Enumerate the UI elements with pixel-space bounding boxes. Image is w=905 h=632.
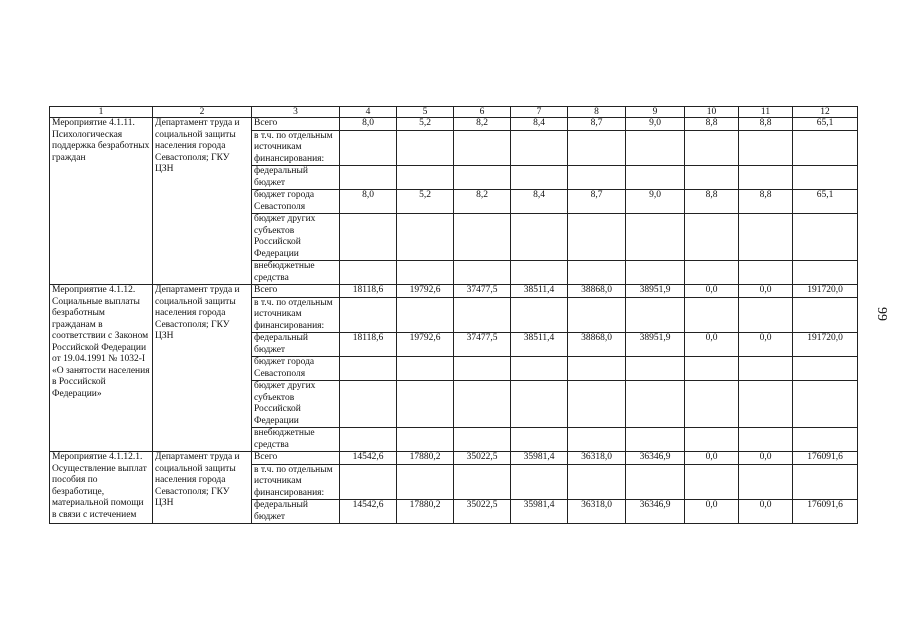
measure-name-cell: Мероприятие 4.1.12. Социальные выплаты безработным гражданам в соответствии с Законом Российской Федерации от 19.04.1991 № 1032-I «О занятости населения в Российской Федерации» xyxy=(50,285,153,452)
value-cell xyxy=(454,464,511,500)
value-cell xyxy=(568,297,626,333)
value-cell xyxy=(685,261,739,285)
value-cell xyxy=(511,166,568,190)
value-cell: 0,0 xyxy=(685,500,739,524)
table-row xyxy=(50,118,858,131)
value-cell xyxy=(568,214,626,261)
value-cell: 8,8 xyxy=(685,190,739,214)
value-cell xyxy=(685,464,739,500)
value-cell xyxy=(793,464,858,500)
header-cell: 2 xyxy=(153,107,252,118)
value-cell xyxy=(568,166,626,190)
funding-source-cell: федеральный бюджет xyxy=(252,166,340,190)
measure-name-cell: Мероприятие 4.1.12.1. Осуществление выплат пособия по безработице, материальной помощи в связи с истечением xyxy=(50,452,153,524)
value-cell: 14542,6 xyxy=(340,452,397,465)
value-cell xyxy=(511,261,568,285)
value-cell: 38511,4 xyxy=(511,333,568,357)
value-cell xyxy=(793,297,858,333)
executor-cell: Департамент труда и социальной защиты населения города Севастополя; ГКУ ЦЗН xyxy=(153,285,252,452)
value-cell xyxy=(340,464,397,500)
value-cell xyxy=(397,381,454,428)
value-cell xyxy=(340,428,397,452)
header-cell: 1 xyxy=(50,107,153,118)
value-cell xyxy=(340,261,397,285)
value-cell: 37477,5 xyxy=(454,285,511,298)
value-cell xyxy=(739,381,793,428)
value-cell: 8,4 xyxy=(511,190,568,214)
value-cell xyxy=(685,357,739,381)
value-cell xyxy=(511,381,568,428)
header-cell: 7 xyxy=(511,107,568,118)
value-cell: 8,8 xyxy=(739,118,793,131)
funding-source-cell: внебюджетные средства xyxy=(252,261,340,285)
value-cell: 8,2 xyxy=(454,190,511,214)
value-cell xyxy=(685,381,739,428)
value-cell xyxy=(511,297,568,333)
funding-source-cell: бюджет других субъектов Российской Федерации xyxy=(252,214,340,261)
value-cell: 191720,0 xyxy=(793,333,858,357)
page-number: 99 xyxy=(874,307,889,321)
value-cell xyxy=(626,357,685,381)
funding-source-cell: федеральный бюджет xyxy=(252,500,340,524)
value-cell xyxy=(397,261,454,285)
value-cell xyxy=(511,214,568,261)
value-cell xyxy=(397,214,454,261)
value-cell xyxy=(454,428,511,452)
value-cell: 35022,5 xyxy=(454,500,511,524)
value-cell: 9,0 xyxy=(626,118,685,131)
value-cell xyxy=(739,464,793,500)
value-cell xyxy=(793,428,858,452)
value-cell xyxy=(793,357,858,381)
value-cell xyxy=(397,357,454,381)
value-cell xyxy=(626,214,685,261)
value-cell xyxy=(340,357,397,381)
value-cell: 0,0 xyxy=(685,333,739,357)
value-cell xyxy=(685,166,739,190)
value-cell xyxy=(340,214,397,261)
value-cell: 191720,0 xyxy=(793,285,858,298)
header-cell: 3 xyxy=(252,107,340,118)
value-cell: 36318,0 xyxy=(568,500,626,524)
funding-source-cell: Всего xyxy=(252,118,340,131)
value-cell xyxy=(739,214,793,261)
value-cell xyxy=(739,428,793,452)
value-cell xyxy=(626,261,685,285)
funding-source-cell: Всего xyxy=(252,285,340,298)
value-cell: 38868,0 xyxy=(568,333,626,357)
value-cell: 8,7 xyxy=(568,190,626,214)
value-cell: 18118,6 xyxy=(340,285,397,298)
value-cell xyxy=(340,166,397,190)
funding-source-cell: бюджет других субъектов Российской Федерации xyxy=(252,381,340,428)
header-row xyxy=(50,107,858,118)
header-cell: 11 xyxy=(739,107,793,118)
value-cell: 8,8 xyxy=(685,118,739,131)
value-cell xyxy=(397,297,454,333)
value-cell xyxy=(454,357,511,381)
value-cell xyxy=(397,428,454,452)
value-cell xyxy=(397,166,454,190)
value-cell xyxy=(568,381,626,428)
value-cell xyxy=(454,214,511,261)
value-cell xyxy=(454,130,511,166)
value-cell: 17880,2 xyxy=(397,452,454,465)
value-cell: 38511,4 xyxy=(511,285,568,298)
value-cell: 8,7 xyxy=(568,118,626,131)
table-row xyxy=(50,285,858,298)
value-cell: 0,0 xyxy=(739,333,793,357)
value-cell xyxy=(397,464,454,500)
value-cell: 38868,0 xyxy=(568,285,626,298)
header-cell: 6 xyxy=(454,107,511,118)
header-cell: 5 xyxy=(397,107,454,118)
value-cell xyxy=(685,130,739,166)
value-cell xyxy=(685,214,739,261)
value-cell xyxy=(626,381,685,428)
value-cell: 19792,6 xyxy=(397,333,454,357)
value-cell xyxy=(739,130,793,166)
executor-cell: Департамент труда и социальной защиты населения города Севастополя; ГКУ ЦЗН xyxy=(153,452,252,524)
funding-source-cell: внебюджетные средства xyxy=(252,428,340,452)
value-cell xyxy=(626,464,685,500)
funding-source-cell: в т.ч. по отдельным источникам финансирования: xyxy=(252,297,340,333)
value-cell: 19792,6 xyxy=(397,285,454,298)
value-cell: 36346,9 xyxy=(626,500,685,524)
value-cell: 0,0 xyxy=(685,285,739,298)
executor-cell: Департамент труда и социальной защиты населения города Севастополя; ГКУ ЦЗН xyxy=(153,118,252,285)
funding-source-cell: бюджет города Севастополя xyxy=(252,357,340,381)
value-cell: 35981,4 xyxy=(511,500,568,524)
value-cell xyxy=(511,464,568,500)
program-table xyxy=(49,106,858,524)
value-cell xyxy=(511,428,568,452)
value-cell: 5,2 xyxy=(397,190,454,214)
value-cell: 8,4 xyxy=(511,118,568,131)
value-cell xyxy=(793,381,858,428)
value-cell: 0,0 xyxy=(739,452,793,465)
value-cell xyxy=(626,297,685,333)
value-cell: 0,0 xyxy=(739,500,793,524)
value-cell: 38951,9 xyxy=(626,285,685,298)
funding-source-cell: Всего xyxy=(252,452,340,465)
value-cell xyxy=(685,297,739,333)
value-cell xyxy=(739,297,793,333)
value-cell xyxy=(793,166,858,190)
value-cell: 9,0 xyxy=(626,190,685,214)
value-cell xyxy=(793,261,858,285)
value-cell: 17880,2 xyxy=(397,500,454,524)
table-row xyxy=(50,452,858,465)
value-cell xyxy=(626,166,685,190)
value-cell: 35981,4 xyxy=(511,452,568,465)
header-cell: 9 xyxy=(626,107,685,118)
value-cell: 8,2 xyxy=(454,118,511,131)
value-cell xyxy=(397,130,454,166)
value-cell: 8,0 xyxy=(340,190,397,214)
value-cell: 14542,6 xyxy=(340,500,397,524)
value-cell xyxy=(568,261,626,285)
value-cell xyxy=(454,166,511,190)
value-cell xyxy=(568,130,626,166)
header-cell: 12 xyxy=(793,107,858,118)
value-cell xyxy=(739,261,793,285)
value-cell xyxy=(454,261,511,285)
value-cell xyxy=(793,214,858,261)
measure-name-cell: Мероприятие 4.1.11. Психологическая поддержка безработных граждан xyxy=(50,118,153,285)
value-cell xyxy=(340,381,397,428)
value-cell xyxy=(793,130,858,166)
funding-source-cell: бюджет города Севастополя xyxy=(252,190,340,214)
header-cell: 4 xyxy=(340,107,397,118)
value-cell xyxy=(340,297,397,333)
value-cell: 8,0 xyxy=(340,118,397,131)
header-cell: 10 xyxy=(685,107,739,118)
value-cell xyxy=(626,428,685,452)
value-cell xyxy=(739,166,793,190)
value-cell: 18118,6 xyxy=(340,333,397,357)
funding-source-cell: в т.ч. по отдельным источникам финансирования: xyxy=(252,464,340,500)
value-cell xyxy=(739,357,793,381)
value-cell xyxy=(685,428,739,452)
value-cell xyxy=(340,130,397,166)
value-cell: 36346,9 xyxy=(626,452,685,465)
value-cell: 65,1 xyxy=(793,118,858,131)
funding-source-cell: в т.ч. по отдельным источникам финансирования: xyxy=(252,130,340,166)
value-cell xyxy=(568,464,626,500)
value-cell xyxy=(511,357,568,381)
value-cell xyxy=(454,297,511,333)
funding-source-cell: федеральный бюджет xyxy=(252,333,340,357)
value-cell: 0,0 xyxy=(739,285,793,298)
value-cell: 36318,0 xyxy=(568,452,626,465)
value-cell xyxy=(511,130,568,166)
value-cell xyxy=(568,428,626,452)
value-cell: 5,2 xyxy=(397,118,454,131)
value-cell: 0,0 xyxy=(685,452,739,465)
value-cell: 65,1 xyxy=(793,190,858,214)
header-cell: 8 xyxy=(568,107,626,118)
value-cell: 37477,5 xyxy=(454,333,511,357)
value-cell: 38951,9 xyxy=(626,333,685,357)
value-cell: 35022,5 xyxy=(454,452,511,465)
value-cell xyxy=(454,381,511,428)
value-cell xyxy=(568,357,626,381)
value-cell xyxy=(626,130,685,166)
value-cell: 8,8 xyxy=(739,190,793,214)
value-cell: 176091,6 xyxy=(793,452,858,465)
value-cell: 176091,6 xyxy=(793,500,858,524)
